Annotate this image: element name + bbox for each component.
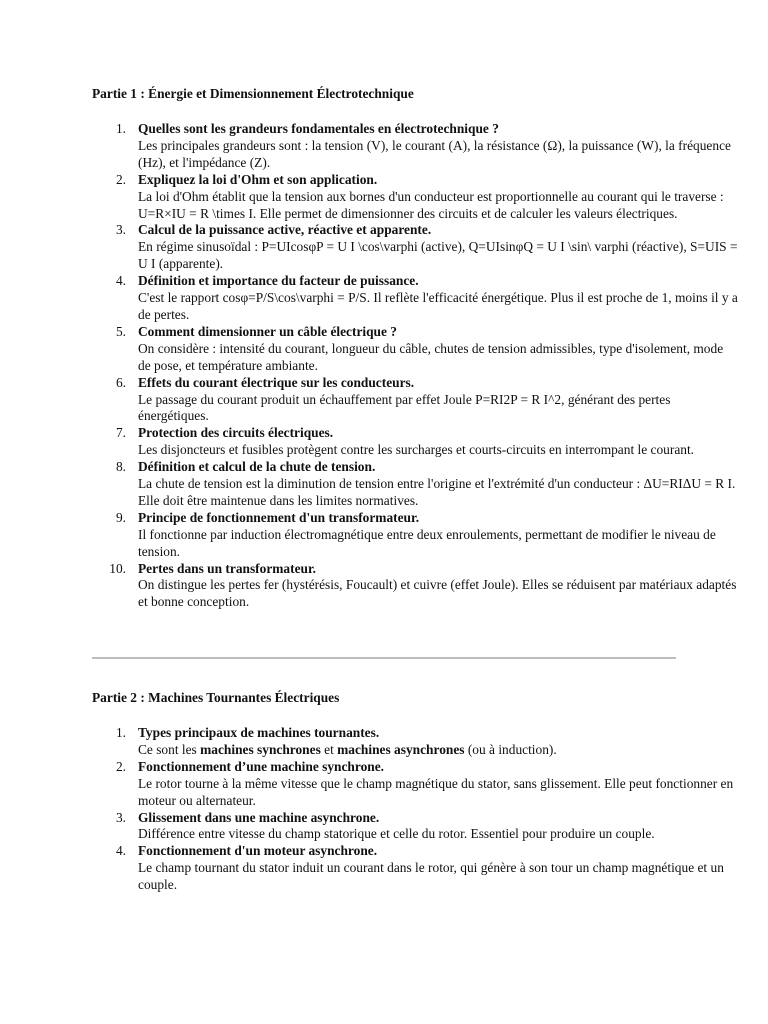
list-item bbox=[138, 759, 738, 810]
list-item bbox=[138, 425, 738, 459]
question: Fonctionnement d’une machine synchrone. bbox=[138, 758, 385, 774]
answer: On distingue les pertes fer (hystérésis, Foucault) et cuivre (effet Joule). Elles se réduisent par matériaux adaptés et bonne conception. bbox=[138, 577, 737, 610]
question: Quelles sont les grandeurs fondamentales en électrotechnique ? bbox=[138, 121, 499, 136]
answer: Les principales grandeurs sont : la tension (V), le courant (A), la résistance (Ω), la puissance (W), la fréquence (Hz), et l'impédance (Z). bbox=[138, 137, 731, 170]
question: Expliquez la loi d'Ohm et son application. bbox=[138, 171, 378, 187]
section-divider bbox=[92, 657, 676, 659]
part1-question-list bbox=[92, 121, 738, 611]
answer-emphasis: machines synchrones bbox=[200, 741, 321, 757]
question: Calcul de la puissance active, réactive et apparente. bbox=[138, 222, 432, 238]
question: Définition et calcul de la chute de tension. bbox=[138, 459, 376, 475]
answer bbox=[138, 742, 738, 759]
list-item bbox=[138, 459, 738, 510]
list-item bbox=[138, 510, 738, 561]
answer-text: et bbox=[320, 741, 338, 757]
answer-emphasis: machines asynchrones bbox=[337, 741, 465, 757]
answer: Différence entre vitesse du champ statorique et celle du rotor. Essentiel pour produire un couple. bbox=[138, 826, 655, 842]
answer: Le champ tournant du stator induit un courant dans le rotor, qui génère à son tour un champ magnétique et un couple. bbox=[138, 860, 724, 893]
part2-title: Partie 2 : Machines Tournantes Électriques bbox=[92, 690, 340, 705]
list-item bbox=[138, 121, 738, 172]
answer: C'est le rapport cosφ=P/S\cos\varphi = P/S. Il reflète l'efficacité énergétique. Plus il est proche de 1, moins il y a de pertes. bbox=[138, 290, 738, 322]
list-item bbox=[138, 810, 738, 844]
part1-title: Partie 1 : Énergie et Dimensionnement Électrotechnique bbox=[92, 86, 414, 101]
question: Comment dimensionner un câble électrique ? bbox=[138, 323, 397, 339]
answer: Les disjoncteurs et fusibles protègent contre les surcharges et courts-circuits en interrompant le courant. bbox=[138, 442, 695, 458]
list-item bbox=[138, 725, 738, 759]
list-item bbox=[138, 375, 738, 426]
question: Définition et importance du facteur de puissance. bbox=[138, 273, 419, 289]
list-item bbox=[138, 222, 738, 273]
question: Effets du courant électrique sur les conducteurs. bbox=[138, 374, 415, 390]
question: Protection des circuits électriques. bbox=[138, 425, 334, 441]
question: Types principaux de machines tournantes. bbox=[138, 725, 380, 740]
list-item bbox=[138, 843, 738, 894]
question: Principe de fonctionnement d'un transformateur. bbox=[138, 509, 420, 525]
question: Glissement dans une machine asynchrone. bbox=[138, 809, 380, 825]
answer: En régime sinusoïdal : P=UIcosφP = U I \cos\varphi (active), Q=UIsinφQ = U I \sin\ varphi (réactive), S=UIS = U I (apparente). bbox=[138, 239, 738, 272]
answer: On considère : intensité du courant, longueur du câble, chutes de tension admissibles, type d'isolement, mode de pose, et température ambiante. bbox=[138, 340, 724, 373]
question: Pertes dans un transformateur. bbox=[138, 560, 317, 576]
answer-text: Ce sont les bbox=[138, 741, 201, 757]
list-item bbox=[138, 324, 738, 375]
answer-text: (ou à induction). bbox=[464, 741, 557, 757]
answer: Il fonctionne par induction électromagnétique entre deux enroulements, permettant de modifier le niveau de tension. bbox=[138, 526, 716, 559]
list-item bbox=[138, 561, 738, 612]
list-item bbox=[138, 172, 738, 223]
answer: La chute de tension est la diminution de tension entre l'origine et l'extrémité d'un conducteur : ΔU=RIΔU = R I. Elle doit être maintenue dans les limites normatives. bbox=[138, 476, 736, 508]
question: Fonctionnement d'un moteur asynchrone. bbox=[138, 843, 378, 859]
answer: Le passage du courant produit un échauffement par effet Joule P=RI2P = R I^2, générant des pertes énergétiques. bbox=[138, 391, 671, 424]
answer: La loi d'Ohm établit que la tension aux bornes d'un conducteur est proportionnelle au courant qui le traverse : U=R×IU = R \times I. Elle permet de dimensionner des circuits et de calculer les valeurs électriques. bbox=[138, 188, 724, 221]
answer: Le rotor tourne à la même vitesse que le champ magnétique du stator, sans glissement. Elle peut fonctionner en moteur ou alternateur. bbox=[138, 775, 734, 808]
list-item bbox=[138, 273, 738, 324]
part2-question-list bbox=[92, 725, 738, 894]
